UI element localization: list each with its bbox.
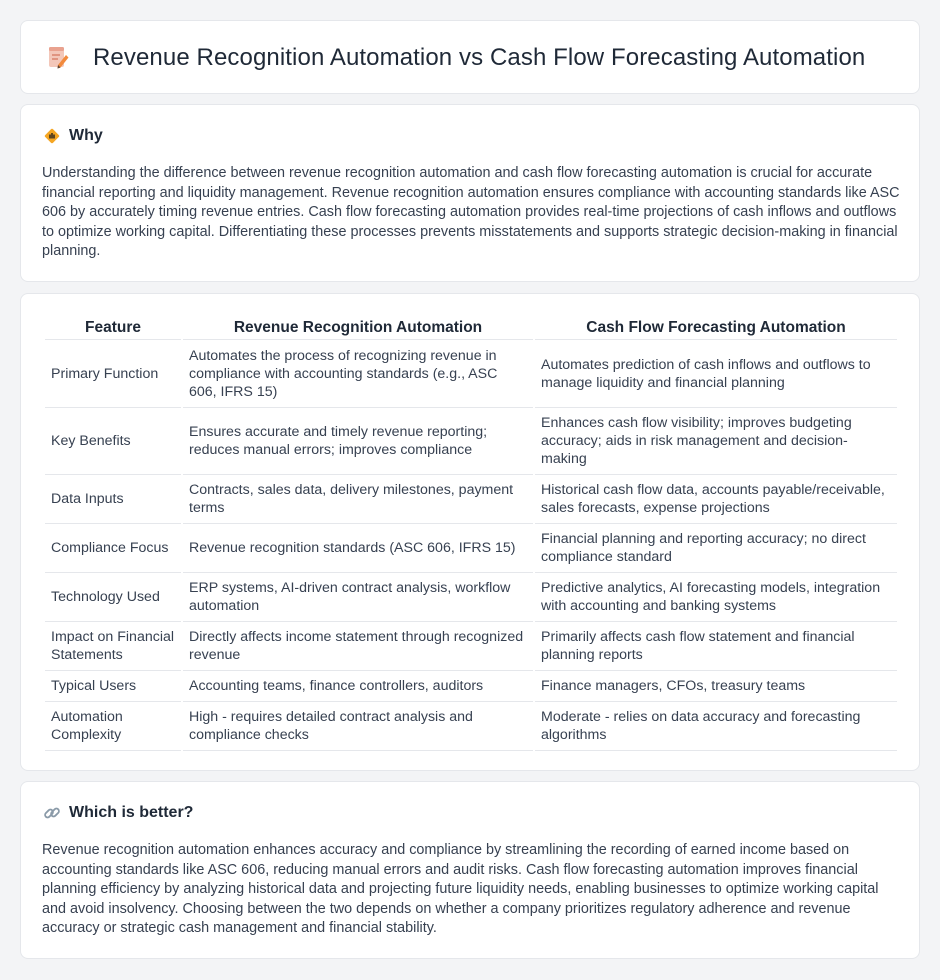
feature-cell: Typical Users xyxy=(45,671,181,702)
link-icon xyxy=(43,804,61,822)
table-row xyxy=(45,524,897,573)
feature-cell: Primary Function xyxy=(45,340,181,408)
cash-cell: Predictive analytics, AI forecasting models, integration with accounting and banking systems xyxy=(535,573,897,622)
cash-cell: Moderate - relies on data accuracy and forecasting algorithms xyxy=(535,702,897,751)
document-pencil-icon xyxy=(47,46,69,70)
why-section xyxy=(20,104,920,282)
better-text: Revenue recognition automation enhances accuracy and compliance by streamlining the recording of earned income based on accounting standards like ASC 606, reducing manual errors and audit risks. Cash flow forecasting automation improves financial planning efficiency by analyzing historical data and projecting future liquidity needs, enabling businesses to optimize working capital and avoid insolvency. Choosing between the two depends on whether a company prioritizes regulatory adherence and revenue accuracy or strategic cash management and financial stability. xyxy=(42,842,879,936)
revenue-cell: Automates the process of recognizing revenue in compliance with accounting standards (e.g., ASC 606, IFRS 15) xyxy=(183,340,533,408)
revenue-cell: Directly affects income statement through recognized revenue xyxy=(183,622,533,671)
comparison-table xyxy=(43,314,899,751)
table-row xyxy=(45,475,897,524)
better-heading: Which is better? xyxy=(69,804,194,821)
revenue-cell: Revenue recognition standards (ASC 606, IFRS 15) xyxy=(183,524,533,573)
why-heading: Why xyxy=(69,127,103,144)
table-row xyxy=(45,408,897,475)
page-title: Revenue Recognition Automation vs Cash Flow Forecasting Automation xyxy=(93,44,866,71)
why-heading-row xyxy=(43,127,103,145)
why-text: Understanding the difference between revenue recognition automation and cash flow forecasting automation is crucial for accurate financial reporting and liquidity management. Revenue recognition automation ensures compliance with accounting standards like ASC 606 by accurately timing revenue entries. Cash flow forecasting automation provides real-time projections of cash inflows and outflows to optimize working capital. Differentiating these processes prevents misstatements and supports strategic decision-making in financial planning. xyxy=(42,165,900,259)
revenue-cell: ERP systems, AI-driven contract analysis, workflow automation xyxy=(183,573,533,622)
which-is-better-section xyxy=(20,781,920,959)
cash-cell: Finance managers, CFOs, treasury teams xyxy=(535,671,897,702)
header-revenue: Revenue Recognition Automation xyxy=(183,314,533,340)
cash-cell: Enhances cash flow visibility; improves budgeting accuracy; aids in risk management and decision-making xyxy=(535,408,897,475)
feature-cell: Automation Complexity xyxy=(45,702,181,751)
feature-cell: Compliance Focus xyxy=(45,524,181,573)
revenue-cell: High - requires detailed contract analysis and compliance checks xyxy=(183,702,533,751)
cash-cell: Automates prediction of cash inflows and outflows to manage liquidity and financial planning xyxy=(535,340,897,408)
revenue-cell: Accounting teams, finance controllers, auditors xyxy=(183,671,533,702)
title-card xyxy=(20,20,920,94)
table-row xyxy=(45,622,897,671)
revenue-cell: Ensures accurate and timely revenue reporting; reduces manual errors; improves compliance xyxy=(183,408,533,475)
feature-cell: Technology Used xyxy=(45,573,181,622)
feature-cell: Data Inputs xyxy=(45,475,181,524)
table-row xyxy=(45,573,897,622)
feature-cell: Key Benefits xyxy=(45,408,181,475)
header-cash: Cash Flow Forecasting Automation xyxy=(535,314,897,340)
header-feature: Feature xyxy=(45,314,181,340)
table-row xyxy=(45,671,897,702)
cash-cell: Historical cash flow data, accounts payable/receivable, sales forecasts, expense projections xyxy=(535,475,897,524)
table-header-row xyxy=(45,314,897,340)
comparison-table-card xyxy=(20,293,920,771)
cash-cell: Primarily affects cash flow statement and financial planning reports xyxy=(535,622,897,671)
revenue-cell: Contracts, sales data, delivery milestones, payment terms xyxy=(183,475,533,524)
warning-diamond-icon xyxy=(43,127,61,145)
better-heading-row xyxy=(43,804,193,822)
feature-cell: Impact on Financial Statements xyxy=(45,622,181,671)
table-row xyxy=(45,340,897,408)
cash-cell: Financial planning and reporting accuracy; no direct compliance standard xyxy=(535,524,897,573)
table-row xyxy=(45,702,897,751)
